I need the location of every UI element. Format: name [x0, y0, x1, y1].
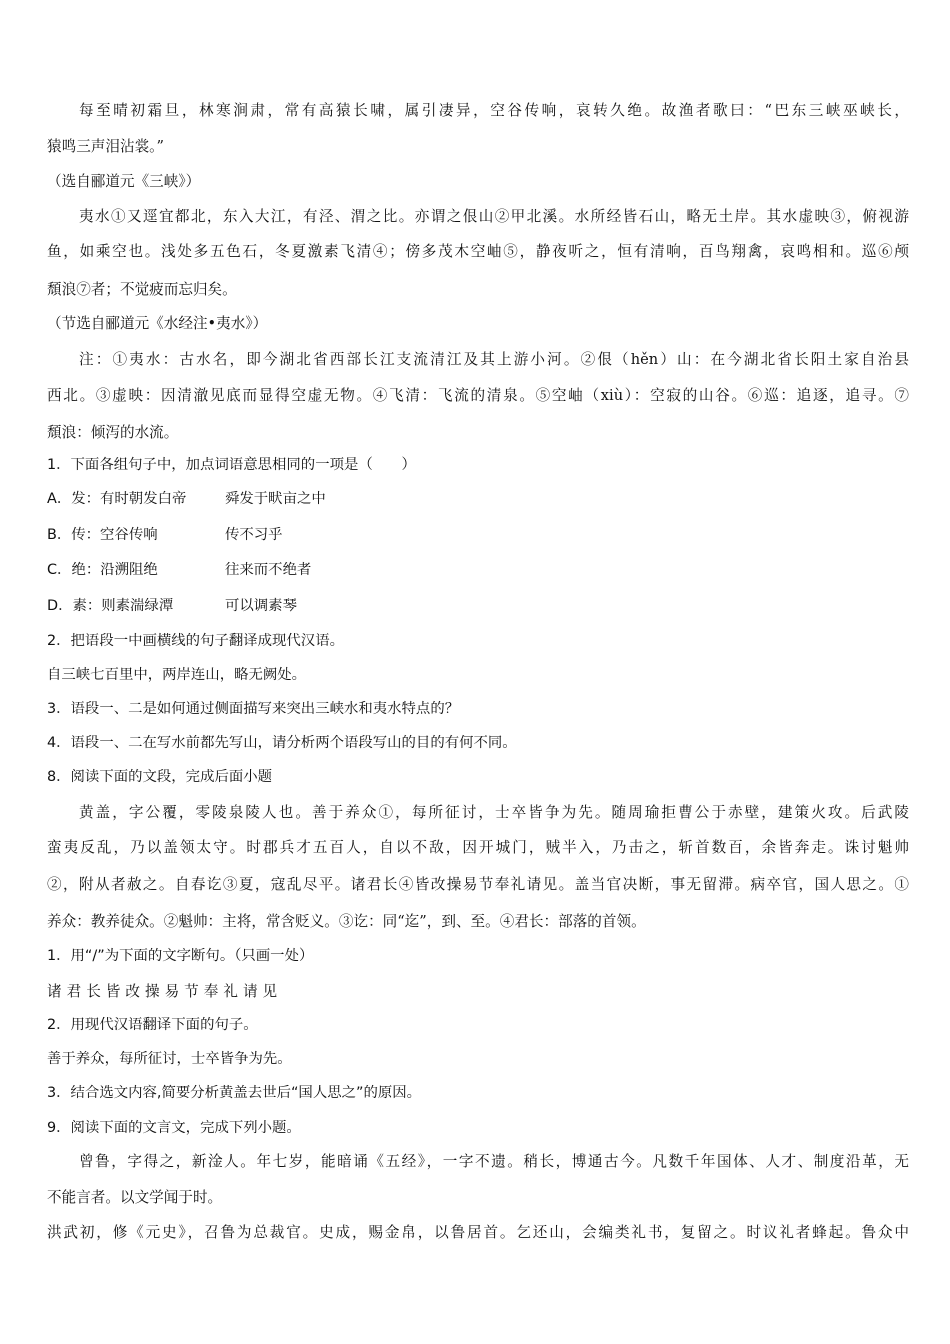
option-b-first: B．传：空谷传响 — [47, 527, 158, 543]
passage4-line-1: 曾鲁，字得之，新淦人。年七岁，能暗诵《五经》，一字不遗。稍长，博通古今。凡数千年国体、人才、制度沿革，无 — [79, 1153, 909, 1170]
passage3-line-1: 黄盖，字公覆，零陵泉陵人也。善于养众①，每所征讨，士卒皆争为先。随周瑜拒曹公于赤壁，建策火攻。后武陵 — [79, 804, 909, 821]
passage1-line-2: 猿鸣三声泪沾裳。” — [47, 138, 164, 155]
option-c-second: 往来而不绝者 — [225, 562, 312, 578]
passage3-line-3: ②，附从者赦之。自春讫③夏，寇乱尽平。诸君长④皆改操易节奉礼请见。盖当官决断，事无留滞。病卒官，国人思之。① — [47, 876, 909, 893]
question-3: 3．语段一、二是如何通过侧面描写来突出三峡水和夷水特点的？ — [47, 701, 460, 717]
translation-sentence: 善于养众，每所征讨，士卒皆争为先。 — [47, 1051, 292, 1067]
option-d-first: D．素：则素湍绿潭 — [47, 598, 174, 614]
question-1: 1．下面各组句子中，加点词语意思相同的一项是（ ） — [47, 457, 416, 473]
passage2-line-2: 鱼，如乘空也。浅处多五色石，冬夏激素飞清④；傍多茂木空岫⑤，静夜听之，恒有清响，百鸟翔禽，哀鸣相和。巡⑥颅 — [47, 243, 909, 260]
option-b — [47, 525, 909, 545]
option-a-second: 舜发于畎亩之中 — [225, 491, 326, 507]
notes-line-3: 頹浪：倾泻的水流。 — [47, 424, 179, 441]
passage4-line-3: 洪武初，修《元史》，召鲁为总裁官。史成，赐金帛，以鲁居首。乞还山，会编类礼书，复留之。时议礼者蜂起。鲁众中 — [47, 1224, 909, 1241]
punctuation-sentence: 诸君长皆改操易节奉礼请见 — [47, 983, 283, 1000]
option-a-first: A．发：有时朝发白帝 — [47, 491, 187, 507]
section-9-heading: 9．阅读下面的文言文，完成下列小题。 — [47, 1120, 301, 1136]
passage3-line-4: 养众：教养徒众。②魁帅：主将，常含贬义。③讫：同“迄”，到、至。④君长：部落的首领。 — [47, 913, 646, 930]
passage1-line-1: 每至晴初霜旦，林寒涧肃，常有高猿长啸，属引凄异，空谷传响，哀转久绝。故渔者歌曰：“巴东三峡巫峡长， — [79, 102, 909, 119]
option-c-first: C．绝：沿溯阻绝 — [47, 562, 158, 578]
notes-line-1: 注：①夷水：古水名，即今湖北省西部长江支流清江及其上游小河。②佷（hěn）山：在今湖北省长阳土家自治县 — [79, 351, 909, 368]
passage2-source: （节选自郦道元《水经注•夷水》） — [47, 315, 268, 332]
question-8-1: 1．用“/”为下面的文字断句。（只画一处） — [47, 948, 314, 964]
question-8-3: 3．结合选文内容,简要分析黄盖去世后“国人思之”的原因。 — [47, 1085, 422, 1101]
passage2-line-1: 夷水①又逕宜都北，东入大江，有泾、渭之比。亦谓之佷山②甲北溪。水所经皆石山，略无土岸。其水虚映③，俯视游 — [79, 208, 909, 225]
passage1-source: （选自郦道元《三峡》） — [47, 173, 201, 190]
passage4-line-2: 不能言者。以文学闻于时。 — [47, 1189, 223, 1206]
question-2-sentence: 自三峡七百里中，两岸连山，略无阙处。 — [47, 667, 307, 683]
question-8-2: 2．用现代汉语翻译下面的句子。 — [47, 1017, 258, 1033]
question-4: 4．语段一、二在写水前都先写山，请分析两个语段写山的目的有何不同。 — [47, 735, 517, 751]
passage3-line-2: 蛮夷反乱，乃以盖领太守。时郡兵才五百人，自以不敌，因开城门，贼半入，乃击之，斩首数百，余皆奔走。诛讨魁帅 — [47, 839, 909, 856]
option-b-second: 传不习乎 — [225, 527, 283, 543]
option-d-second: 可以调素琴 — [225, 598, 297, 614]
option-a — [47, 489, 909, 509]
option-c — [47, 560, 909, 580]
question-2: 2．把语段一中画横线的句子翻译成现代汉语。 — [47, 633, 344, 649]
option-d — [47, 596, 909, 616]
notes-line-2: 西北。③虚映：因清澈见底而显得空虚无物。④飞清：飞流的清泉。⑤空岫（xiù）：空寂的山谷。⑥巡：追逐，追寻。⑦ — [47, 387, 909, 404]
passage2-line-3: 頹浪⑦者；不觉疲而忘归矣。 — [47, 281, 237, 298]
section-8-heading: 8．阅读下面的文段，完成后面小题 — [47, 769, 273, 785]
